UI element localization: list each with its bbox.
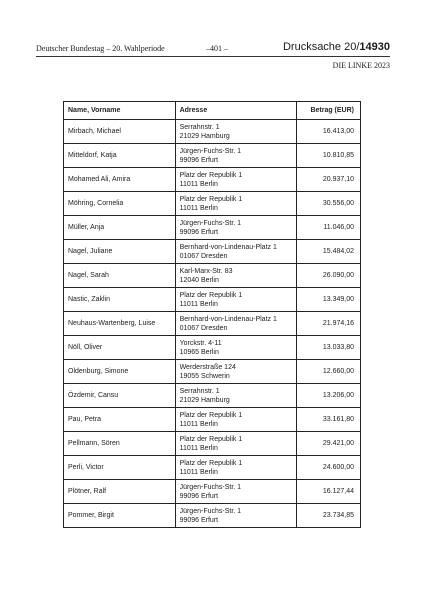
amount-cell: 20.937,10 xyxy=(297,168,361,192)
name-cell: Perli, Victor xyxy=(64,456,176,480)
table-body xyxy=(64,120,361,528)
address-city: 21029 Hamburg xyxy=(179,132,230,140)
table-row xyxy=(64,480,361,504)
amount-cell: 12.660,00 xyxy=(297,360,361,384)
amount-cell: 13.033,80 xyxy=(297,336,361,360)
address-street: Serrahnstr. 1 xyxy=(179,387,220,395)
document-number xyxy=(283,41,390,53)
address-city: 12040 Berlin xyxy=(179,276,219,284)
name-cell: Pellmann, Sören xyxy=(64,432,176,456)
address-cell xyxy=(175,288,297,312)
address-street: Jürgen-Fuchs-Str. 1 xyxy=(179,147,242,155)
table-row xyxy=(64,168,361,192)
address-cell xyxy=(175,144,297,168)
donations-table xyxy=(63,101,361,528)
address-city: 01067 Dresden xyxy=(179,324,228,332)
table-row xyxy=(64,192,361,216)
name-cell: Oldenburg, Simone xyxy=(64,360,176,384)
name-cell: Özdemir, Cansu xyxy=(64,384,176,408)
name-cell: Möhring, Cornelia xyxy=(64,192,176,216)
table-row xyxy=(64,456,361,480)
address-cell xyxy=(175,432,297,456)
amount-cell: 10.810,85 xyxy=(297,144,361,168)
name-cell: Nagel, Sarah xyxy=(64,264,176,288)
amount-cell: 13.206,00 xyxy=(297,384,361,408)
amount-cell: 16.127,44 xyxy=(297,480,361,504)
amount-cell: 21.974,16 xyxy=(297,312,361,336)
document-number-value: 14930 xyxy=(359,41,390,53)
table-header-row xyxy=(64,102,361,120)
amount-cell: 24.600,00 xyxy=(297,456,361,480)
name-cell: Müller, Anja xyxy=(64,216,176,240)
header-divider xyxy=(36,56,390,57)
address-street: Platz der Republik 1 xyxy=(179,171,243,179)
address-street: Werderstraße 124 xyxy=(179,363,236,371)
amount-cell: 13.349,00 xyxy=(297,288,361,312)
table-row xyxy=(64,336,361,360)
address-cell xyxy=(175,120,297,144)
address-city: 11011 Berlin xyxy=(179,468,218,476)
amount-cell: 30.556,00 xyxy=(297,192,361,216)
address-city: 01067 Dresden xyxy=(179,252,228,260)
table-row xyxy=(64,408,361,432)
address-city: 99096 Erfurt xyxy=(179,228,219,236)
address-cell xyxy=(175,264,297,288)
address-cell xyxy=(175,384,297,408)
amount-cell: 11.046,00 xyxy=(297,216,361,240)
table-row xyxy=(64,288,361,312)
address-cell xyxy=(175,240,297,264)
address-cell xyxy=(175,192,297,216)
address-city: 11011 Berlin xyxy=(179,420,218,428)
table-row xyxy=(64,144,361,168)
address-street: Platz der Republik 1 xyxy=(179,195,243,203)
name-cell: Nastic, Zaklin xyxy=(64,288,176,312)
address-city: 99096 Erfurt xyxy=(179,492,219,500)
page-number: –401 – xyxy=(206,44,228,53)
address-street: Karl-Marx-Str. 83 xyxy=(179,267,233,275)
name-cell: Mitteldorf, Katja xyxy=(64,144,176,168)
address-street: Platz der Republik 1 xyxy=(179,291,243,299)
address-cell xyxy=(175,312,297,336)
address-city: 19055 Schwerin xyxy=(179,372,230,380)
table-row xyxy=(64,216,361,240)
table-row xyxy=(64,240,361,264)
address-cell xyxy=(175,216,297,240)
address-city: 11011 Berlin xyxy=(179,180,218,188)
address-street: Platz der Republik 1 xyxy=(179,459,243,467)
address-city: 21029 Hamburg xyxy=(179,396,230,404)
table-row xyxy=(64,432,361,456)
address-street: Bernhard-von-Lindenau-Platz 1 xyxy=(179,243,277,251)
table-row xyxy=(64,120,361,144)
amount-cell: 33.161,80 xyxy=(297,408,361,432)
address-street: Jürgen-Fuchs-Str. 1 xyxy=(179,483,242,491)
amount-cell: 16.413,00 xyxy=(297,120,361,144)
amount-cell: 15.484,02 xyxy=(297,240,361,264)
table-row xyxy=(64,504,361,528)
name-cell: Mohamed Ali, Amira xyxy=(64,168,176,192)
address-cell xyxy=(175,456,297,480)
document-label: Drucksache 20/ xyxy=(282,41,360,53)
amount-cell: 26.090,00 xyxy=(297,264,361,288)
address-cell xyxy=(175,336,297,360)
name-cell: Pau, Petra xyxy=(64,408,176,432)
address-city: 11011 Berlin xyxy=(179,204,218,212)
address-street: Yorckstr. 4-11 xyxy=(179,339,222,347)
address-city: 99096 Erfurt xyxy=(179,516,219,524)
table-row xyxy=(64,264,361,288)
address-city: 11011 Berlin xyxy=(179,300,218,308)
name-cell: Plötner, Ralf xyxy=(64,480,176,504)
address-street: Platz der Republik 1 xyxy=(179,411,243,419)
name-cell: Neuhaus-Wartenberg, Luise xyxy=(64,312,176,336)
address-street: Jürgen-Fuchs-Str. 1 xyxy=(179,219,242,227)
address-city: 10965 Berlin xyxy=(179,348,219,356)
name-cell: Mirbach, Michael xyxy=(64,120,176,144)
page-header xyxy=(36,42,390,56)
address-street: Serrahnstr. 1 xyxy=(179,123,220,131)
table-row xyxy=(64,312,361,336)
address-cell xyxy=(175,504,297,528)
address-street: Jürgen-Fuchs-Str. 1 xyxy=(179,507,242,515)
address-city: 11011 Berlin xyxy=(179,444,218,452)
address-street: Platz der Republik 1 xyxy=(179,435,243,443)
column-header-address: Adresse xyxy=(175,102,297,120)
column-header-name: Name, Vorname xyxy=(64,102,176,120)
amount-cell: 23.734,85 xyxy=(297,504,361,528)
party-year-label: DIE LINKE 2023 xyxy=(332,61,390,70)
name-cell: Nöll, Oliver xyxy=(64,336,176,360)
address-city: 99096 Erfurt xyxy=(179,156,219,164)
address-cell xyxy=(175,360,297,384)
address-street: Bernhard-von-Lindenau-Platz 1 xyxy=(179,315,277,323)
parliament-label: Deutscher Bundestag – 20. Wahlperiode xyxy=(36,44,165,53)
table-row xyxy=(64,384,361,408)
name-cell: Pommer, Birgit xyxy=(64,504,176,528)
name-cell: Nagel, Juliane xyxy=(64,240,176,264)
address-cell xyxy=(175,480,297,504)
address-cell xyxy=(175,168,297,192)
amount-cell: 29.421,00 xyxy=(297,432,361,456)
column-header-amount: Betrag (EUR) xyxy=(297,102,361,120)
table-row xyxy=(64,360,361,384)
address-cell xyxy=(175,408,297,432)
